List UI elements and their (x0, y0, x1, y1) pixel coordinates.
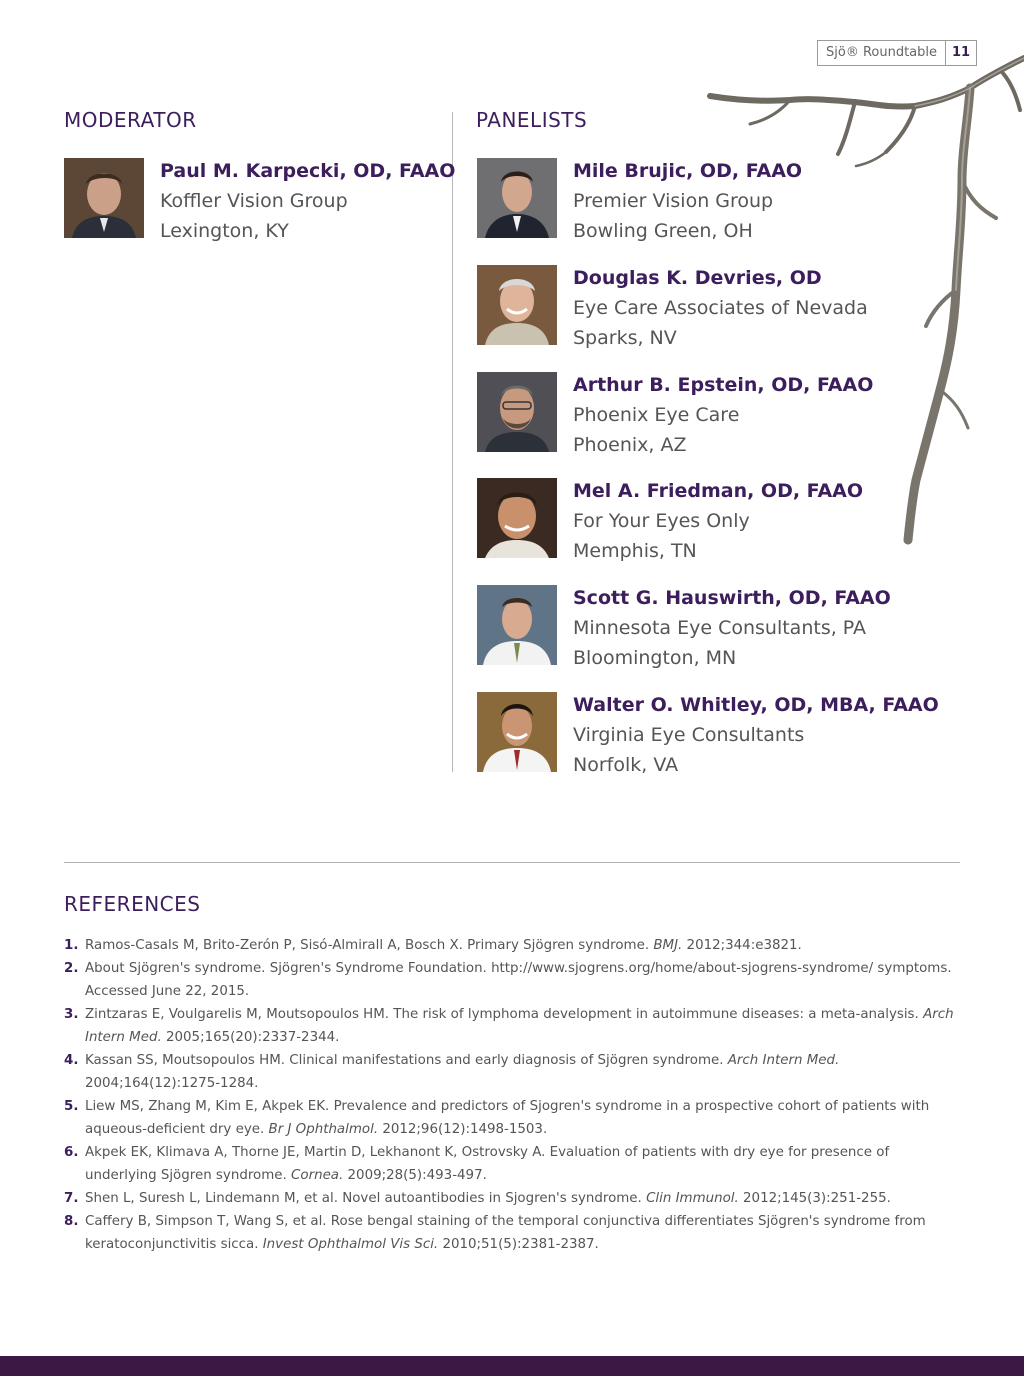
panelist-name: Mel A. Friedman, OD, FAAO (573, 480, 864, 502)
panelist-name: Scott G. Hauswirth, OD, FAAO (573, 587, 891, 609)
reference-number: 3. (64, 1007, 79, 1022)
section-divider (64, 862, 960, 863)
reference-number: 8. (64, 1214, 79, 1229)
panelist-name: Arthur B. Epstein, OD, FAAO (573, 374, 874, 396)
headshot-photo (477, 265, 557, 345)
reference-citation: 2009;28(5):493-497. (343, 1168, 487, 1183)
panelist-card (477, 158, 917, 242)
moderator-heading: MODERATOR (64, 108, 197, 132)
reference-text: Caffery B, Simpson T, Wang S, et al. Rose bengal staining of the temporal conjunctiva differentiates Sjögren's syndrome from keratoconjunctivitis sicca. (85, 1214, 926, 1252)
reference-item (64, 1095, 964, 1141)
reference-item (64, 1141, 964, 1187)
reference-item (64, 1187, 964, 1210)
reference-text: Shen L, Suresh L, Lindemann M, et al. Novel autoantibodies in Sjogren's syndrome. (85, 1191, 647, 1206)
reference-journal: Br J Ophthalmol. (268, 1122, 379, 1137)
reference-citation: 2012;96(12):1498-1503. (378, 1122, 548, 1137)
reference-number: 6. (64, 1145, 79, 1160)
panelist-location: Memphis, TN (573, 540, 697, 562)
reference-number: 4. (64, 1053, 79, 1068)
panelist-org: Virginia Eye Consultants (573, 724, 805, 746)
reference-item (64, 1210, 964, 1256)
panelist-location: Bloomington, MN (573, 647, 737, 669)
moderator-location: Lexington, KY (160, 220, 289, 242)
panelist-org: Minnesota Eye Consultants, PA (573, 617, 867, 639)
publication-title: Sjö® Roundtable (818, 41, 946, 65)
reference-text: Akpek EK, Klimava A, Thorne JE, Martin D, Lekhanont K, Ostrovsky A. Evaluation of patients with dry eye for presence of underlying Sjögren syndrome. (85, 1145, 890, 1183)
panelist-card (477, 692, 939, 776)
panelist-card (477, 585, 917, 669)
reference-citation: 2004;164(12):1275-1284. (85, 1076, 259, 1091)
headshot-photo (477, 692, 557, 772)
headshot-photo (477, 372, 557, 452)
reference-text: Kassan SS, Moutsopoulos HM. Clinical manifestations and early diagnosis of Sjögren syndrome. (85, 1053, 728, 1068)
reference-item (64, 957, 964, 1003)
panelist-org: Eye Care Associates of Nevada (573, 297, 868, 319)
reference-citation: 2012;145(3):251-255. (738, 1191, 891, 1206)
reference-item (64, 1003, 964, 1049)
panelist-name: Douglas K. Devries, OD (573, 267, 822, 289)
reference-number: 2. (64, 961, 79, 976)
panelist-org: Premier Vision Group (573, 190, 774, 212)
headshot-photo (477, 478, 557, 558)
reference-journal: Arch Intern Med. (727, 1053, 840, 1068)
reference-text: Zintzaras E, Voulgarelis M, Moutsopoulos HM. The risk of lymphoma development in autoimmune diseases: a meta-analysis. (85, 1007, 924, 1022)
reference-text: Liew MS, Zhang M, Kim E, Akpek EK. Prevalence and predictors of Sjogren's syndrome in a prospective cohort of patients with aqueous-deficient dry eye. (85, 1099, 930, 1137)
reference-text[interactable]: About Sjögren's syndrome. Sjögren's Syndrome Foundation. http://www.sjogrens.org/home/about-sjogrens-syndrome/ symptoms. Accessed June 22, 2015. (85, 961, 952, 999)
headshot-photo (477, 585, 557, 665)
references-heading: REFERENCES (64, 892, 201, 916)
reference-item (64, 934, 964, 957)
panelist-location: Norfolk, VA (573, 754, 679, 776)
moderator-org: Koffler Vision Group (160, 190, 348, 212)
reference-item (64, 1049, 964, 1095)
panelist-location: Phoenix, AZ (573, 434, 687, 456)
panelist-location: Sparks, NV (573, 327, 677, 349)
moderator-name: Paul M. Karpecki, OD, FAAO (160, 160, 456, 182)
panelist-org: For Your Eyes Only (573, 510, 750, 532)
reference-journal: Invest Ophthalmol Vis Sci. (262, 1237, 439, 1252)
reference-citation: 2005;165(20):2337-2344. (161, 1030, 340, 1045)
headshot-photo (477, 158, 557, 238)
reference-number: 5. (64, 1099, 79, 1114)
panelist-name: Mile Brujic, OD, FAAO (573, 160, 803, 182)
panelist-card (477, 478, 917, 562)
reference-journal: Cornea. (291, 1168, 344, 1183)
panelist-card (477, 372, 917, 456)
reference-journal: Clin Immunol. (646, 1191, 739, 1206)
moderator-card (64, 158, 456, 242)
panelist-org: Phoenix Eye Care (573, 404, 740, 426)
reference-text: Ramos-Casals M, Brito-Zerón P, Sisó-Almirall A, Bosch X. Primary Sjögren syndrome. (85, 938, 654, 953)
panelist-name: Walter O. Whitley, OD, MBA, FAAO (573, 694, 939, 716)
headshot-photo (64, 158, 144, 238)
reference-number: 1. (64, 938, 79, 953)
panelists-heading: PANELISTS (476, 108, 588, 132)
reference-citation: 2012;344:e3821. (682, 938, 802, 953)
panelist-location: Bowling Green, OH (573, 220, 753, 242)
reference-journal: BMJ. (653, 938, 683, 953)
reference-journal: Arch Intern Med. (85, 1007, 954, 1045)
footer-bar (0, 1356, 1024, 1376)
reference-citation: 2010;51(5):2381-2387. (438, 1237, 599, 1252)
page-number: 11 (951, 45, 971, 60)
reference-list (64, 934, 964, 1256)
panelist-card (477, 265, 917, 349)
reference-number: 7. (64, 1191, 79, 1206)
